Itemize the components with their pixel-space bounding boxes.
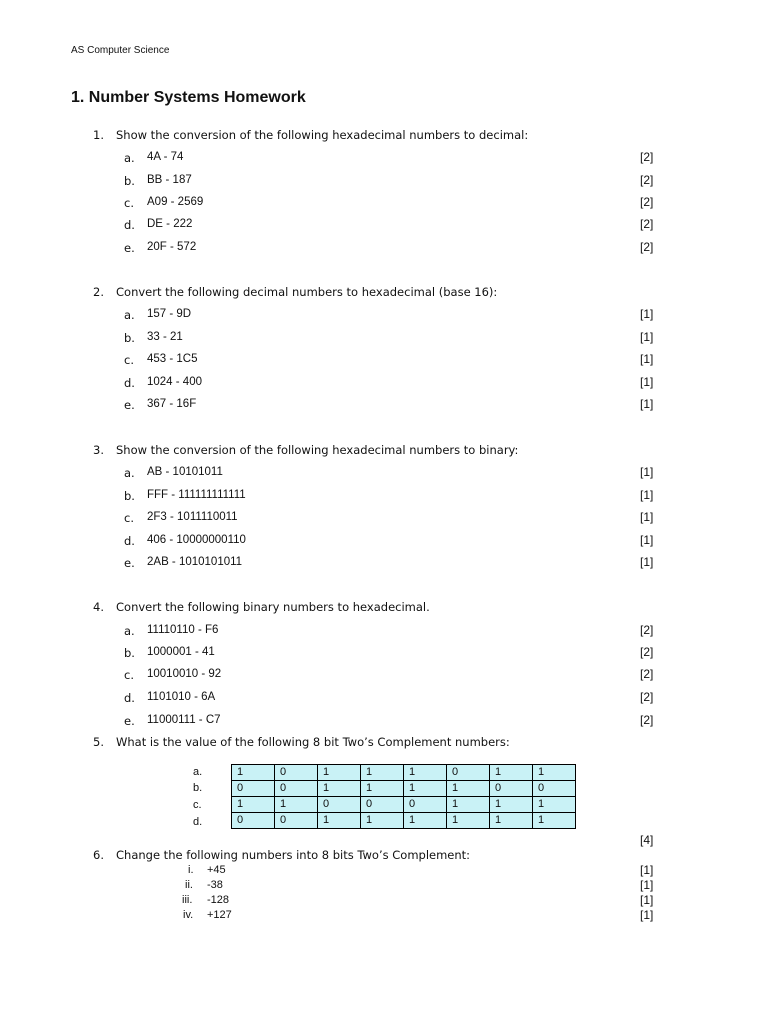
page-header: AS Computer Science: [71, 45, 170, 56]
bit-cell: 1: [318, 813, 361, 829]
question-3-prompt: 3. Show the conversion of the following hexadecimal numbers to binary:: [93, 443, 519, 457]
bit-cell: 0: [361, 797, 404, 813]
bit-cell: 1: [404, 765, 447, 781]
mark: [4]: [640, 833, 654, 847]
table-row-label: d.: [193, 816, 203, 828]
bit-cell: 0: [447, 765, 490, 781]
mark: [1]: [640, 465, 654, 479]
bit-cell: 0: [533, 781, 576, 797]
bit-cell: 0: [232, 781, 275, 797]
list-item: +127: [207, 909, 232, 921]
question-1-prompt: 1. Show the conversion of the following hexadecimal numbers to decimal:: [93, 128, 529, 142]
mark: [2]: [640, 217, 654, 231]
mark: [2]: [640, 150, 654, 164]
bit-cell: 1: [404, 813, 447, 829]
bit-cell: 0: [490, 781, 533, 797]
question-6-prompt: 6. Change the following numbers into 8 bits Two’s Complement:: [93, 848, 471, 862]
bit-cell: 0: [275, 765, 318, 781]
bit-cell: 1: [490, 765, 533, 781]
mark: [1]: [640, 397, 654, 411]
question-2-prompt: 2. Convert the following decimal numbers to hexadecimal (base 16):: [93, 285, 498, 299]
mark: [1]: [640, 878, 654, 892]
mark: [1]: [640, 375, 654, 389]
bit-cell: 1: [318, 765, 361, 781]
table-row: [232, 797, 576, 813]
mark: [2]: [640, 623, 654, 637]
mark: [1]: [640, 488, 654, 502]
mark: [1]: [640, 352, 654, 366]
mark: [2]: [640, 713, 654, 727]
bit-cell: 0: [275, 781, 318, 797]
bit-cell: 1: [232, 765, 275, 781]
bit-cell: 1: [318, 781, 361, 797]
bit-cell: 1: [490, 813, 533, 829]
list-item: -128: [207, 894, 230, 906]
bit-cell: 1: [533, 813, 576, 829]
mark: [1]: [640, 510, 654, 524]
bit-cell: 1: [361, 813, 404, 829]
list-item-marker: iii.: [182, 894, 193, 906]
bit-cell: 1: [490, 797, 533, 813]
bit-cell: 1: [447, 813, 490, 829]
mark: [2]: [640, 667, 654, 681]
list-item-marker: ii.: [185, 879, 193, 891]
mark: [1]: [640, 307, 654, 321]
bit-cell: 0: [404, 797, 447, 813]
bit-cell: 1: [275, 797, 318, 813]
question-5-prompt: 5. What is the value of the following 8 bit Two’s Complement numbers:: [93, 735, 510, 749]
mark: [1]: [640, 533, 654, 547]
table-row-label: a.: [193, 766, 203, 778]
table-row: [232, 765, 576, 781]
twos-complement-table: [231, 764, 576, 829]
list-item: +45: [207, 864, 226, 876]
mark: [2]: [640, 645, 654, 659]
mark: [1]: [640, 893, 654, 907]
mark: [2]: [640, 690, 654, 704]
table-row-label: c.: [193, 799, 202, 811]
bit-cell: 1: [404, 781, 447, 797]
bit-cell: 1: [447, 797, 490, 813]
mark: [2]: [640, 173, 654, 187]
mark: [2]: [640, 195, 654, 209]
page-title: 1. Number Systems Homework: [71, 89, 306, 106]
list-item-marker: i.: [188, 864, 194, 876]
mark: [1]: [640, 330, 654, 344]
bit-cell: 0: [318, 797, 361, 813]
mark: [1]: [640, 863, 654, 877]
bit-cell: 1: [361, 765, 404, 781]
list-item: -38: [207, 879, 223, 891]
bit-cell: 1: [533, 765, 576, 781]
mark: [1]: [640, 555, 654, 569]
bit-cell: 0: [232, 813, 275, 829]
worksheet-page: AS Computer Science 1. Number Systems Homework 1. Show the conversion of the following hexadecimal numbers to decimal: a. 4A - 74 [2] b. BB - 187 [2] c. A09 - 2569 [2] d. DE - 222 [2] e. 20F - 572 [2] 2. Convert the following decimal numbers to hexadecimal (base 16): a. 157 - 9D [1] b. 33 - 21 [1] c. 453 - 1C5 [1] d. 1024 - 400 [1] e. 367 - 16F [1] 3. Show the conversion of the following hexadecimal numbers to binary: a. AB - 10101011 [1] b. FFF - 111111111111 [1] c. 2F3 - 1011110011 [1] d. 406 - 10000000110 [1] e. 2AB - 1010101011 [1] 4. Convert the following binary numbers to hexadecimal. a. 11110110 - F6 [2] b. 1000001 - 41 [2] c. 10010010 - 92 [2] d. 1101010 - 6A [2] e. 11000111 - C7 [2] 5. What is the value of the following 8 bit Two’s Complement numbers: a. b. c. d. 1 0 1 1 1 0 1 1 0 0 1 1 1 1 0 0 1 1 0 0 0 1 1 1 0 0 1 1 1 1 1 1 [4] 6. Change the following numbers into 8 bits Two’s Complement: i. +45 [1] ii. -38 [1] iii. -128 [1] iv. +127 [1]: [71, 45, 654, 922]
table-row: [232, 813, 576, 829]
table-row-label: b.: [193, 782, 203, 794]
bit-cell: 0: [275, 813, 318, 829]
bit-cell: 1: [533, 797, 576, 813]
mark: [2]: [640, 240, 654, 254]
bit-cell: 1: [361, 781, 404, 797]
question-4-prompt: 4. Convert the following binary numbers to hexadecimal.: [93, 600, 430, 614]
bit-cell: 1: [232, 797, 275, 813]
table-row: [232, 781, 576, 797]
bit-cell: 1: [447, 781, 490, 797]
list-item-marker: iv.: [183, 909, 194, 921]
mark: [1]: [640, 908, 654, 922]
